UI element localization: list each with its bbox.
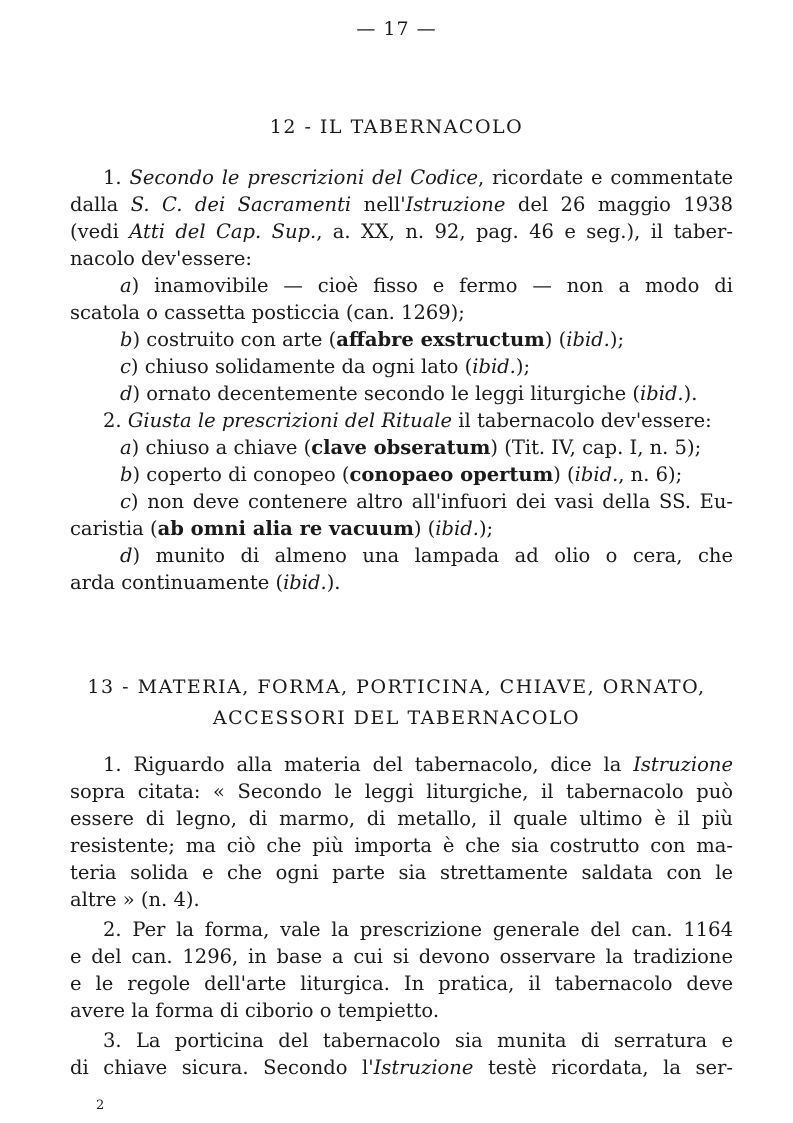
section-12-line: 1. Secondo le prescrizioni del Codice, ricordate e commentate [103, 166, 733, 189]
section-12-line: scatola o cassetta posticcia (can. 1269); [70, 301, 465, 324]
page-number: — 17 — [356, 18, 437, 40]
section-12-line: a) inamovibile — cioè fisso e fermo — non a modo di [120, 274, 733, 297]
section-12-line: arda continuamente (ibid.). [70, 571, 341, 594]
section-12-line: nacolo dev'essere: [70, 247, 252, 270]
section-13-line: teria solida e che ogni parte sia strettamente saldata con le [70, 861, 733, 884]
section-13-line: 1. Riguardo alla materia del tabernacolo, dice la Istruzione [103, 753, 733, 776]
section-12-line: (vedi Atti del Cap. Sup., a. XX, n. 92, pag. 46 e seg.), il taber- [70, 220, 733, 243]
section-13-line: e le regole dell'arte liturgica. In pratica, il tabernacolo deve [70, 972, 733, 995]
section-13-title-line-1: 13 - MATERIA, FORMA, PORTICINA, CHIAVE, ORNATO, [87, 676, 706, 698]
section-13-line: 2. Per la forma, vale la prescrizione generale del can. 1164 [103, 918, 733, 941]
section-13-line: avere la forma di ciborio o tempietto. [70, 999, 440, 1022]
section-12-title: 12 - IL TABERNACOLO [269, 116, 524, 138]
section-12-line: 2. Giusta le prescrizioni del Rituale il tabernacolo dev'essere: [103, 409, 712, 432]
section-12-line: b) coperto di conopeo (conopaeo opertum) (ibid., n. 6); [120, 463, 683, 486]
section-12-line: c) chiuso solidamente da ogni lato (ibid.); [120, 355, 531, 378]
signature-mark: 2 [96, 1098, 105, 1113]
section-12-line: dalla S. C. dei Sacramenti nell'Istruzione del 26 maggio 1938 [70, 193, 733, 216]
section-13-line: essere di legno, di marmo, di metallo, il quale ultimo è il più [70, 807, 733, 830]
section-13-line: e del can. 1296, in base a cui si devono osservare la tradizione [70, 945, 733, 968]
section-12-line: c) non deve contenere altro all'infuori dei vasi della SS. Eu- [120, 490, 733, 513]
section-13-line: 3. La porticina del tabernacolo sia munita di serratura e [103, 1029, 733, 1052]
section-13-title-line-2: ACCESSORI DEL TABERNACOLO [212, 707, 581, 729]
section-13-line: altre » (n. 4). [70, 888, 200, 911]
section-12-line: d) ornato decentemente secondo le leggi liturgiche (ibid.). [120, 382, 698, 405]
section-12-line: a) chiuso a chiave (clave obseratum) (Tit. IV, cap. I, n. 5); [120, 436, 702, 459]
section-13-line: sopra citata: « Secondo le leggi liturgiche, il tabernacolo può [70, 780, 733, 803]
section-13-line: di chiave sicura. Secondo l'Istruzione testè ricordata, la ser- [70, 1056, 733, 1079]
section-12-line: b) costruito con arte (affabre exstructum) (ibid.); [120, 328, 625, 351]
section-13-line: resistente; ma ciò che più importa è che sia costrutto con ma- [70, 834, 733, 857]
section-12-line: caristia (ab omni alia re vacuum) (ibid.); [70, 517, 494, 540]
section-12-line: d) munito di almeno una lampada ad olio o cera, che [120, 544, 733, 567]
